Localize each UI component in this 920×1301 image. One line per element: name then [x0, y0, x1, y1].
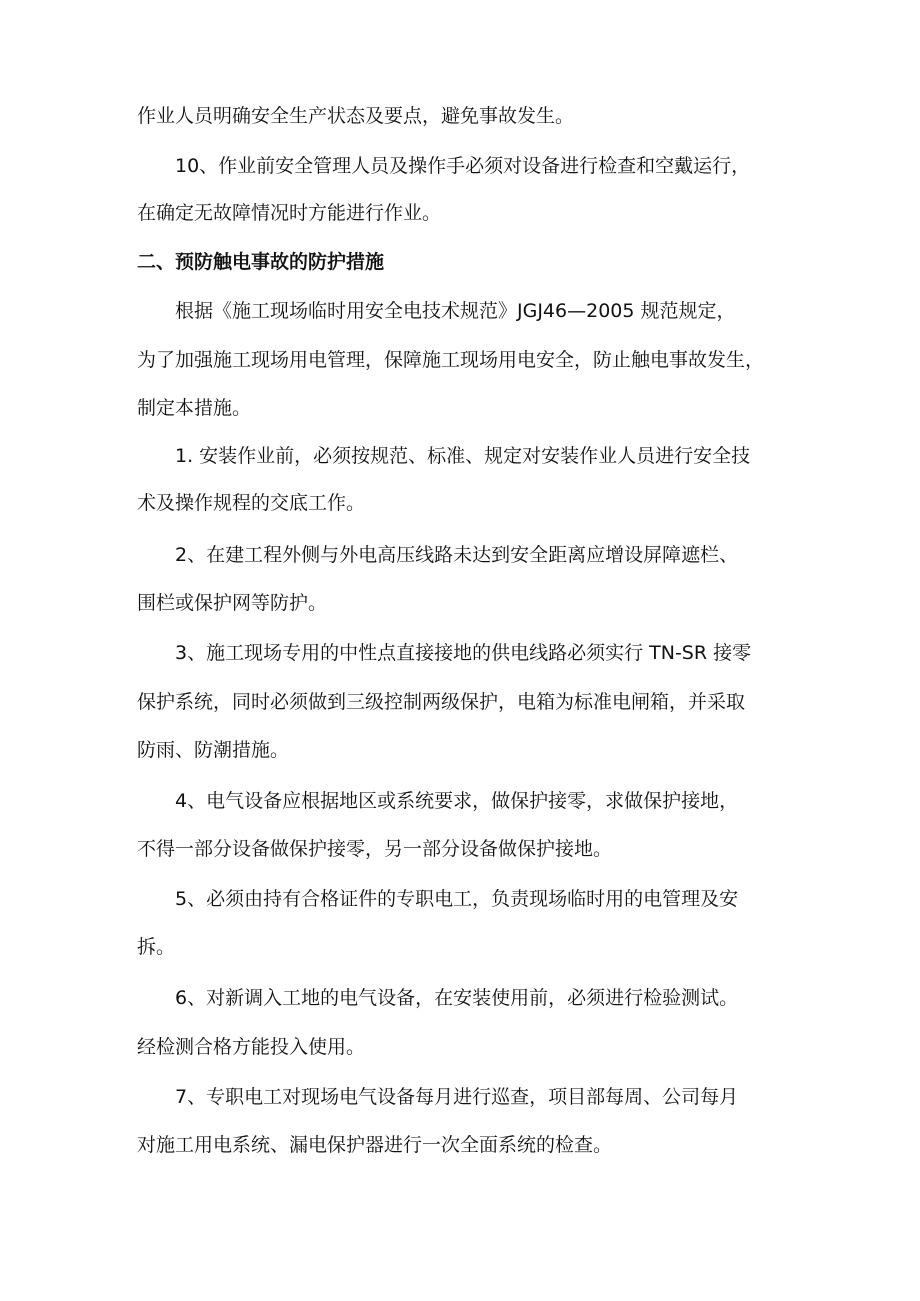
item-7-line-1: 7、专职电工对现场电气设备每月进行巡查，项目部每周、公司每月: [175, 1086, 739, 1108]
item-2-line-1: 2、在建工程外侧与外电高压线路未达到安全距离应增设屏障遮栏、: [175, 544, 739, 566]
text-line: 作业人员明确安全生产状态及要点，避免事故发生。: [137, 105, 575, 127]
item-4-line-2: 不得一部分设备做保护接零，另一部分设备做保护接地。: [137, 838, 613, 860]
item-7-line-2: 对施工用电系统、漏电保护器进行一次全面系统的检查。: [137, 1134, 613, 1156]
item-6-line-2: 经检测合格方能投入使用。: [137, 1036, 366, 1058]
item-3-line-3: 防雨、防潮措施。: [137, 739, 290, 761]
item-1-line-1: 1. 安装作业前，必须按规范、标准、规定对安装作业人员进行安全技: [175, 445, 751, 467]
item-2-line-2: 围栏或保护网等防护。: [137, 592, 328, 614]
paragraph-10-line-2: 在确定无故障情况时方能进行作业。: [137, 202, 442, 224]
item-6-line-1: 6、对新调入工地的电气设备，在安装使用前，必须进行检验测试。: [175, 987, 739, 1009]
section-heading: 二、预防触电事故的防护措施: [137, 251, 385, 273]
item-4-line-1: 4、电气设备应根据地区或系统要求，做保护接零，求做保护接地，: [175, 790, 739, 812]
item-1-line-2: 术及操作规程的交底工作。: [137, 492, 366, 514]
item-5-line-1: 5、必须由持有合格证件的专职电工，负责现场临时用的电管理及安: [175, 888, 739, 910]
item-3-line-1: 3、施工现场专用的中性点直接接地的供电线路必须实行 TN-SR 接零: [175, 642, 752, 664]
item-5-line-2: 拆。: [137, 936, 176, 958]
paragraph-10-line-1: 10、作业前安全管理人员及操作手必须对设备进行检查和空戴运行，: [175, 155, 751, 177]
item-3-line-2: 保护系统，同时必须做到三级控制两级保护，电箱为标准电闸箱，并采取: [137, 691, 746, 713]
intro-line-1: 根据《施工现场临时用安全电技术规范》JGJ46—2005 规范规定，: [175, 300, 736, 322]
intro-line-3: 制定本措施。: [137, 397, 252, 419]
intro-line-2: 为了加强施工现场用电管理，保障施工现场用电安全，防止触电事故发生，: [137, 349, 765, 371]
